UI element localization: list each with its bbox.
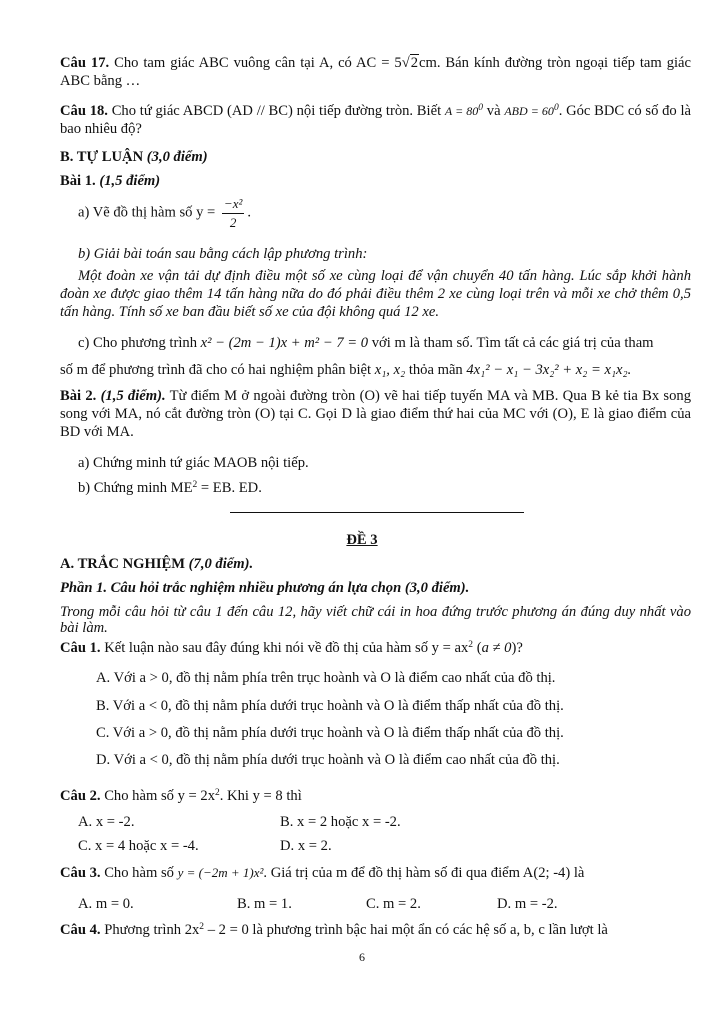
option-a: A. Với a > 0, đồ thị nằm phía trên trục hoành và O là điểm cao nhất của đồ thị. bbox=[96, 670, 556, 686]
option-b: B. x = 2 hoặc x = -2. bbox=[280, 814, 401, 830]
option-c: C. x = 4 hoặc x = -4. bbox=[78, 838, 199, 854]
option-d: D. m = -2. bbox=[497, 896, 558, 912]
exercise-1a: a) Vẽ đồ thị hàm số y = $\frac{\text{−x²}}{2}$ . bbox=[78, 196, 252, 230]
exercise-1-heading: Bài 1. (1,5 điểm) bbox=[60, 173, 161, 189]
question-4: Câu 4. Phương trình $2x^2 - 2 = 0$ là phương trình bậc hai một ẩn có các hệ số a, b, c lần lượt là bbox=[60, 922, 608, 938]
fraction: $\frac{\text{−x²}}{2}$ bbox=[223, 196, 243, 230]
option-d: D. x = 2. bbox=[280, 838, 332, 854]
exercise-2: Bài 2. (1,5 điểm). Từ điểm M ở ngoài đường tròn (O) vẽ hai tiếp tuyến MA và MB. Qua B kẻ tia Bx song song với MA, nó cắt đường tròn (O) tại C. Gọi D là giao điểm thứ hai của MC với (O), E là giao điểm của BD với MA. bbox=[60, 388, 691, 440]
option-a: A. m = 0. bbox=[78, 896, 134, 912]
exercise-1b-problem: Một đoàn xe vận tải dự định điều một số xe cùng loại để vận chuyển 40 tấn hàng. Lúc sắp khởi hành đoàn xe được giao thêm 14 tấn hàng nữa do đó phải điều thêm 2 xe cùng loại trên và mỗi xe chở thêm 0,5 tấn hàng. Tính số xe ban đầu biết số xe của đội không quá 12 xe. bbox=[60, 268, 691, 320]
question-18 bbox=[60, 103, 691, 139]
option-c: C. m = 2. bbox=[366, 896, 421, 912]
question-text: Cho tam giác ABC vuông cân tại A, có AC = 5 bbox=[114, 55, 402, 71]
conjunction: và bbox=[486, 103, 501, 119]
question-label: Câu 18. bbox=[60, 103, 108, 119]
question-text: Cho tứ giác ABCD (AD // BC) nội tiếp đường tròn. Biết bbox=[111, 103, 442, 119]
sqrt-value: 2 bbox=[410, 55, 418, 71]
option-d: D. Với a < 0, đồ thị nằm phía dưới trục hoành và O là điểm cao nhất của đồ thị. bbox=[96, 752, 560, 768]
part-1-heading: Phần 1. Câu hỏi trắc nghiệm nhiều phương án lựa chọn (3,0 điểm). bbox=[60, 580, 470, 596]
question-2: Câu 2. Cho hàm số $y = 2x^2$. Khi y = 8 thì bbox=[60, 788, 302, 804]
section-heading: B. TỰ LUẬN (3,0 điểm) bbox=[60, 149, 208, 165]
instruction: Trong mỗi câu hỏi từ câu 1 đến câu 12, hãy viết chữ cái in hoa đứng trước phương án đúng duy nhất vào bài làm. bbox=[60, 604, 691, 637]
option-b: B. Với a < 0, đồ thị nằm phía dưới trục hoành và O là điểm thấp nhất của đồ thị. bbox=[96, 698, 564, 714]
question-1: Câu 1. Kết luận nào sau đây đúng khi nói về đồ thị của hàm số $y = ax^2$ (a ≠ 0)? bbox=[60, 640, 523, 656]
page-number: 6 bbox=[359, 950, 365, 964]
angle-abd: ABD = $60^0$ bbox=[504, 103, 559, 118]
exercise-1b: b) Giải bài toán sau bằng cách lập phương trình: bbox=[78, 246, 368, 262]
option-b: B. m = 1. bbox=[237, 896, 292, 912]
divider bbox=[230, 512, 524, 513]
exercise-2a: a) Chứng minh tứ giác MAOB nội tiếp. bbox=[78, 455, 309, 471]
question-label: Câu 17. bbox=[60, 55, 110, 71]
angle-a: $A = 80^0$ bbox=[444, 103, 484, 118]
exercise-1c: c) Cho phương trình x² − (2m − 1)x + m² − 7 = 0 với m là tham số. Tìm tất cả các giá trị của tham bbox=[78, 335, 654, 351]
question-text: . Góc BDC có số đo là bao nhiêu độ? bbox=[60, 103, 691, 137]
roots: x₁, x₂ bbox=[374, 362, 406, 378]
question-3: Câu 3. Cho hàm số y = (−2m + 1)x². Giá trị của m để đồ thị hàm số đi qua điểm A(2; -4) là bbox=[60, 865, 585, 881]
option-a: A. x = -2. bbox=[78, 814, 135, 830]
exercise-1c-cont: số m để phương trình đã cho có hai nghiệm phân biệt x₁, x₂ thỏa mãn 4x₁² − x₁ − 3x₂² + x₂ = x₁x₂. bbox=[60, 362, 632, 378]
function-equation: y = (−2m + 1)x² bbox=[177, 865, 264, 880]
equation: x² − (2m − 1)x + m² − 7 = 0 bbox=[200, 335, 369, 351]
exam-title: ĐỀ 3 bbox=[346, 532, 378, 548]
section-a-heading: A. TRẮC NGHIỆM (7,0 điểm). bbox=[60, 556, 254, 572]
question-text: cm. Bán kính đường tròn ngoại tiếp tam giác ABC bằng … bbox=[60, 55, 692, 89]
option-c: C. Với a > 0, đồ thị nằm phía dưới trục hoành và O là điểm thấp nhất của đồ thị. bbox=[96, 725, 564, 741]
condition: 4x₁² − x₁ − 3x₂² + x₂ = x₁x₂. bbox=[466, 362, 632, 378]
question-17 bbox=[60, 55, 691, 91]
sqrt-symbol: √ bbox=[401, 55, 410, 71]
exercise-2b: b) Chứng minh $ME^2$ = EB. ED. bbox=[78, 480, 262, 496]
